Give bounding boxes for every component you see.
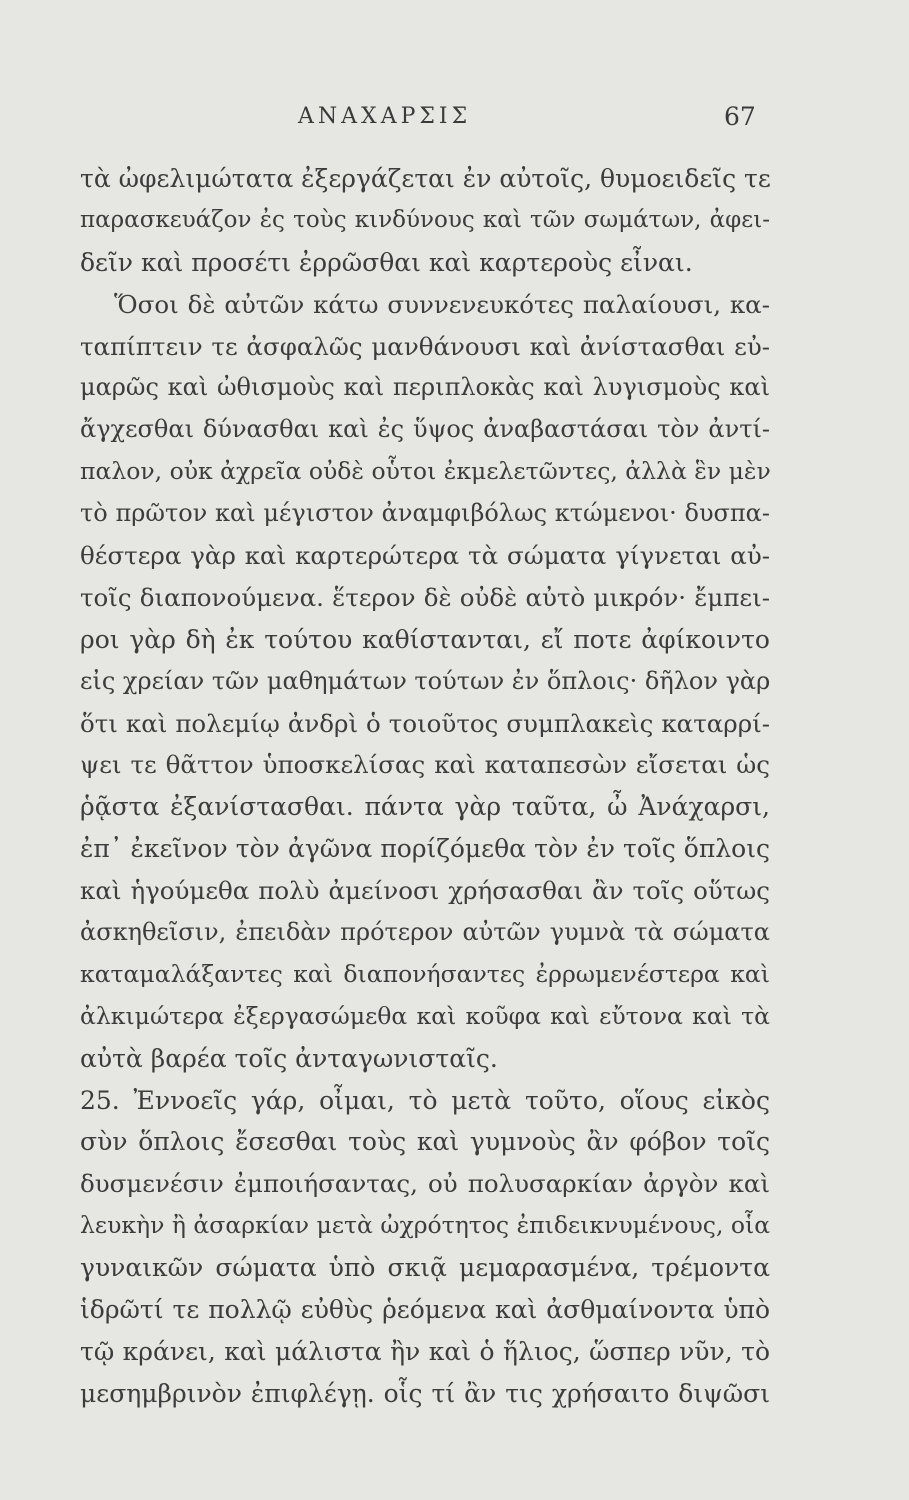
- text-line: τὸ πρῶτον καὶ μέγιστον ἀναμφιβόλως κτώμενοι· δυσπα-: [80, 499, 770, 528]
- page-number: 67: [724, 102, 756, 131]
- text-line: ἄγχεσθαι δύνασθαι καὶ ἐς ὕψος ἀναβαστάσαι τὸν ἀντί-: [80, 415, 770, 444]
- text-line: καταμαλάξαντες καὶ διαπονήσαντες ἐρρωμενέστερα καὶ: [80, 959, 770, 988]
- text-line: μαρῶς καὶ ὠθισμοὺς καὶ περιπλοκὰς καὶ λυγισμοὺς καὶ: [80, 373, 770, 402]
- text-line: ἱδρῶτί τε πολλῷ εὐθὺς ῥεόμενα καὶ ἀσθμαίνοντα ὑπὸ: [80, 1295, 770, 1325]
- text-line: δεῖν καὶ προσέτι ἐρρῶσθαι καὶ καρτεροὺς εἶναι.: [80, 247, 693, 277]
- text-line: ἀσκηθεῖσιν, ἐπειδὰν πρότερον αὐτῶν γυμνὰ τὰ σώματα: [80, 918, 770, 947]
- running-title: ΑΝΑΧΑΡΣΙΣ: [298, 104, 472, 129]
- running-head: [0, 100, 909, 140]
- text-line: Ὅσοι δὲ αὐτῶν κάτω συννενευκότες παλαίουσι, κα-: [114, 289, 770, 319]
- text-line: καὶ ἡγούμεθα πολὺ ἀμείνοσι χρήσασθαι ἂν τοῖς οὕτως: [80, 876, 770, 906]
- text-line: τοῖς διαπονούμενα. ἕτερον δὲ οὐδὲ αὐτὸ μικρόν· ἔμπει-: [80, 582, 770, 612]
- text-line: ὅτι καὶ πολεμίῳ ἀνδρὶ ὁ τοιοῦτος συμπλακεὶς καταρρί-: [80, 708, 770, 738]
- text-line: εἰς χρείαν τῶν μαθημάτων τούτων ἐν ὅπλοις· δῆλον γὰρ: [80, 666, 771, 695]
- text-line: ταπίπτειν τε ἀσφαλῶς μανθάνουσι καὶ ἀνίστασθαι εὐ-: [80, 331, 770, 361]
- text-line: ἐπ᾽ ἐκεῖνον τὸν ἀγῶνα πορίζόμεθα τὸν ἐν τοῖς ὅπλοις: [80, 834, 770, 864]
- text-line: παρασκευάζον ἐς τοὺς κινδύνους καὶ τῶν σωμάτων, ἀφει-: [80, 206, 770, 233]
- text-line: παλον, οὐκ ἀχρεῖα οὐδὲ οὗτοι ἐκμελετῶντες, ἀλλὰ ἓν μὲν: [80, 457, 771, 486]
- body-text: [80, 158, 770, 1415]
- text-line: σὺν ὅπλοις ἔσεσθαι τοὺς καὶ γυμνοὺς ἂν φόβον τοῖς: [80, 1127, 770, 1157]
- text-line: αὐτὰ βαρέα τοῖς ἀνταγωνισταῖς.: [80, 1043, 498, 1073]
- text-line: μεσημβρινὸν ἐπιφλέγῃ. οἷς τί ἂν τις χρήσαιτο διψῶσι: [80, 1378, 770, 1408]
- text-line: ροι γὰρ δὴ ἐκ τούτου καθίστανται, εἴ ποτε ἀφίκοιντο: [80, 624, 770, 654]
- text-line: τὰ ὠφελιμώτατα ἐξεργάζεται ἐν αὐτοῖς, θυμοειδεῖς τε: [80, 164, 771, 193]
- text-line: ψει τε θᾶττον ὑποσκελίσας καὶ καταπεσὼν εἴσεται ὡς: [80, 750, 770, 780]
- text-line: 25. Ἐννοεῖς γάρ, οἶμαι, τὸ μετὰ τοῦτο, οἵους εἰκὸς: [80, 1085, 770, 1115]
- text-line: ἀλκιμώτερα ἐξεργασώμεθα καὶ κοῦφα καὶ εὔτονα καὶ τὰ: [80, 1001, 770, 1030]
- text-line: δυσμενέσιν ἐμποιήσαντας, οὐ πολυσαρκίαν ἀργὸν καὶ: [80, 1169, 770, 1199]
- text-line: λευκὴν ἢ ἀσαρκίαν μετὰ ὠχρότητος ἐπιδεικνυμένους, οἷα: [80, 1211, 771, 1240]
- text-line: τῷ κράνει, καὶ μάλιστα ἢν καὶ ὁ ἥλιος, ὥσπερ νῦν, τὸ: [80, 1336, 770, 1366]
- text-line: γυναικῶν σώματα ὑπὸ σκιᾷ μεμαρασμένα, τρέμοντα: [80, 1253, 770, 1283]
- text-line: ῥᾷστα ἐξανίστασθαι. πάντα γὰρ ταῦτα, ὦ Ἀνάχαρσι,: [80, 792, 770, 822]
- text-line: θέστερα γὰρ καὶ καρτερώτερα τὰ σώματα γίγνεται αὐ-: [80, 541, 770, 571]
